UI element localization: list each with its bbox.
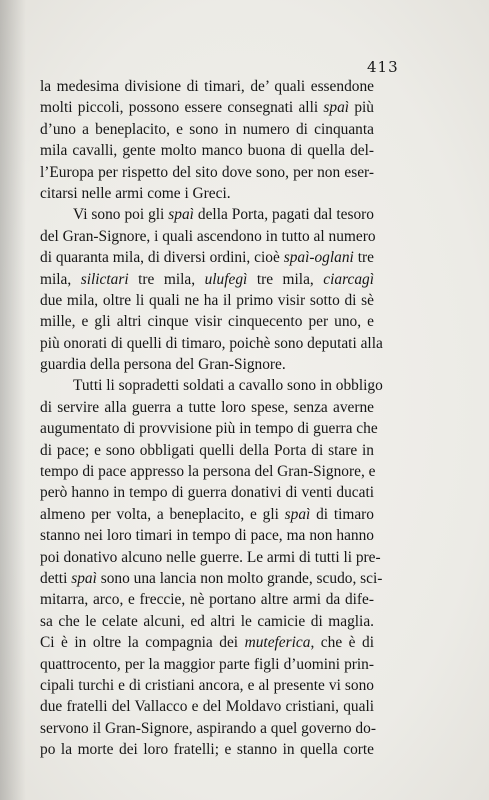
text-line xyxy=(40,162,374,183)
emphasized-term: silictari xyxy=(80,270,129,288)
text-line xyxy=(40,97,374,118)
text-line xyxy=(40,440,374,461)
text-line xyxy=(40,632,374,653)
text-line xyxy=(40,718,374,739)
text-segment: due mila, oltre li quali ne ha il primo visir sotto di sè xyxy=(40,291,374,309)
text-line xyxy=(40,397,374,418)
text-segment: stanno nei loro timari in tempo di pace, ma non hanno xyxy=(40,527,374,545)
text-line xyxy=(40,482,374,503)
text-line xyxy=(40,589,374,610)
text-line xyxy=(40,333,383,354)
text-segment: sa che le celate alcuni, ed altri le camicie di maglia. xyxy=(40,612,374,630)
text-line xyxy=(40,504,374,525)
text-segment: detti xyxy=(40,569,72,587)
text-segment: di quaranta mila, di diversi ordini, cioè xyxy=(40,249,284,267)
text-segment: più onorati di quelli di timaro, poichè sono deputati alla xyxy=(40,334,383,352)
text-segment: di timaro xyxy=(310,505,374,523)
text-segment: però hanno in tempo di guerra donativi di venti ducati xyxy=(40,484,374,502)
emphasized-term: ciarcagì xyxy=(323,270,374,288)
text-segment: mille, e gli altri cinque visir cinquecento per uno, e xyxy=(40,313,374,331)
text-segment: servono il Gran-Signore, aspirando a quel governo do- xyxy=(40,719,376,737)
text-segment: mila, xyxy=(40,270,81,288)
text-line xyxy=(40,525,374,546)
text-line xyxy=(40,675,374,696)
text-segment: due fratelli del Vallacco e del Moldavo cristiani, quali xyxy=(40,698,374,716)
text-segment: guardia della persona del Gran-Signore. xyxy=(40,356,286,374)
text-segment: Vi sono poi gli xyxy=(73,206,169,224)
text-segment: augumentato di provvisione più in tempo di guerra che xyxy=(40,420,378,438)
text-segment: di servire alla guerra a tutte loro spese, senza averne xyxy=(40,398,374,416)
text-segment: poi donativo alcuno nelle guerre. Le armi di tutti li pre- xyxy=(40,548,381,566)
text-segment: mila cavalli, gente molto manco buona di quella del- xyxy=(40,142,374,160)
text-line xyxy=(40,290,374,311)
text-line xyxy=(40,247,374,268)
text-line xyxy=(40,354,374,375)
text-segment: Tutti li sopradetti soldati a cavallo sono in obbligo xyxy=(73,377,383,395)
text-segment: l’Europa per rispetto del sito dove sono, per non eser- xyxy=(40,163,374,181)
text-segment: più xyxy=(349,99,375,117)
text-line xyxy=(40,375,383,396)
text-segment: del Gran-Signore, i quali ascendono in tutto al numero xyxy=(40,227,376,245)
text-line xyxy=(40,461,374,482)
gutter-shadow xyxy=(0,0,26,800)
text-line xyxy=(40,654,374,675)
text-line xyxy=(40,418,378,439)
emphasized-term: spaì xyxy=(323,99,350,117)
page-text xyxy=(40,76,383,761)
text-segment: d’uno a beneplacito, e sono in numero di cinquanta xyxy=(40,120,374,138)
text-segment: tempo di pace appresso la persona del Gran-Signore, e xyxy=(40,463,376,481)
emphasized-term: spaì xyxy=(168,206,194,224)
text-line xyxy=(40,204,374,225)
text-line xyxy=(40,739,374,760)
text-segment: mitarra, arco, e freccie, nè portano altre armi da dife- xyxy=(40,591,374,609)
text-line xyxy=(40,269,374,290)
text-line xyxy=(40,183,374,204)
text-line xyxy=(40,547,381,568)
text-segment: molti piccoli, possono essere consegnati alli xyxy=(40,99,324,117)
text-segment: Ci è in oltre la compagnia dei xyxy=(40,634,245,652)
text-line xyxy=(40,76,374,97)
text-segment: quattrocento, per la maggior parte figli d’uomini prin- xyxy=(40,655,374,673)
text-line xyxy=(40,119,374,140)
text-segment: tre xyxy=(353,249,374,267)
text-line xyxy=(40,140,374,161)
text-line xyxy=(40,311,374,332)
text-line xyxy=(40,568,383,589)
text-segment: citarsi nelle armi come i Greci. xyxy=(40,184,231,202)
emphasized-term: spaì xyxy=(71,569,97,587)
text-line xyxy=(40,226,374,247)
text-segment: , che è di xyxy=(310,634,374,652)
text-segment: tre mila, xyxy=(128,270,205,288)
emphasized-term: spaì xyxy=(284,505,311,523)
page-number: 413 xyxy=(367,58,399,76)
text-segment: della Porta, pagati dal tesoro xyxy=(193,206,374,224)
emphasized-term: muteferica xyxy=(244,634,311,652)
text-line xyxy=(40,611,374,632)
text-segment: almeno per volta, a beneplacito, e gli xyxy=(40,505,285,523)
text-segment: di pace; e sono obbligati quelli della Porta di stare in xyxy=(40,441,374,459)
text-segment: tre mila, xyxy=(247,270,324,288)
emphasized-term: spaì-oglani xyxy=(283,249,354,267)
text-segment: cipali turchi e di cristiani ancora, e al presente vi sono xyxy=(40,676,374,694)
text-segment: la medesima divisione di timari, de’ quali essendone xyxy=(40,78,374,95)
text-segment: sono una lancia non molto grande, scudo, sci- xyxy=(96,569,383,587)
emphasized-term: ulufegì xyxy=(204,270,248,288)
text-segment: po la morte dei loro fratelli; e stanno in quella corte xyxy=(40,741,374,759)
text-line xyxy=(40,696,374,717)
